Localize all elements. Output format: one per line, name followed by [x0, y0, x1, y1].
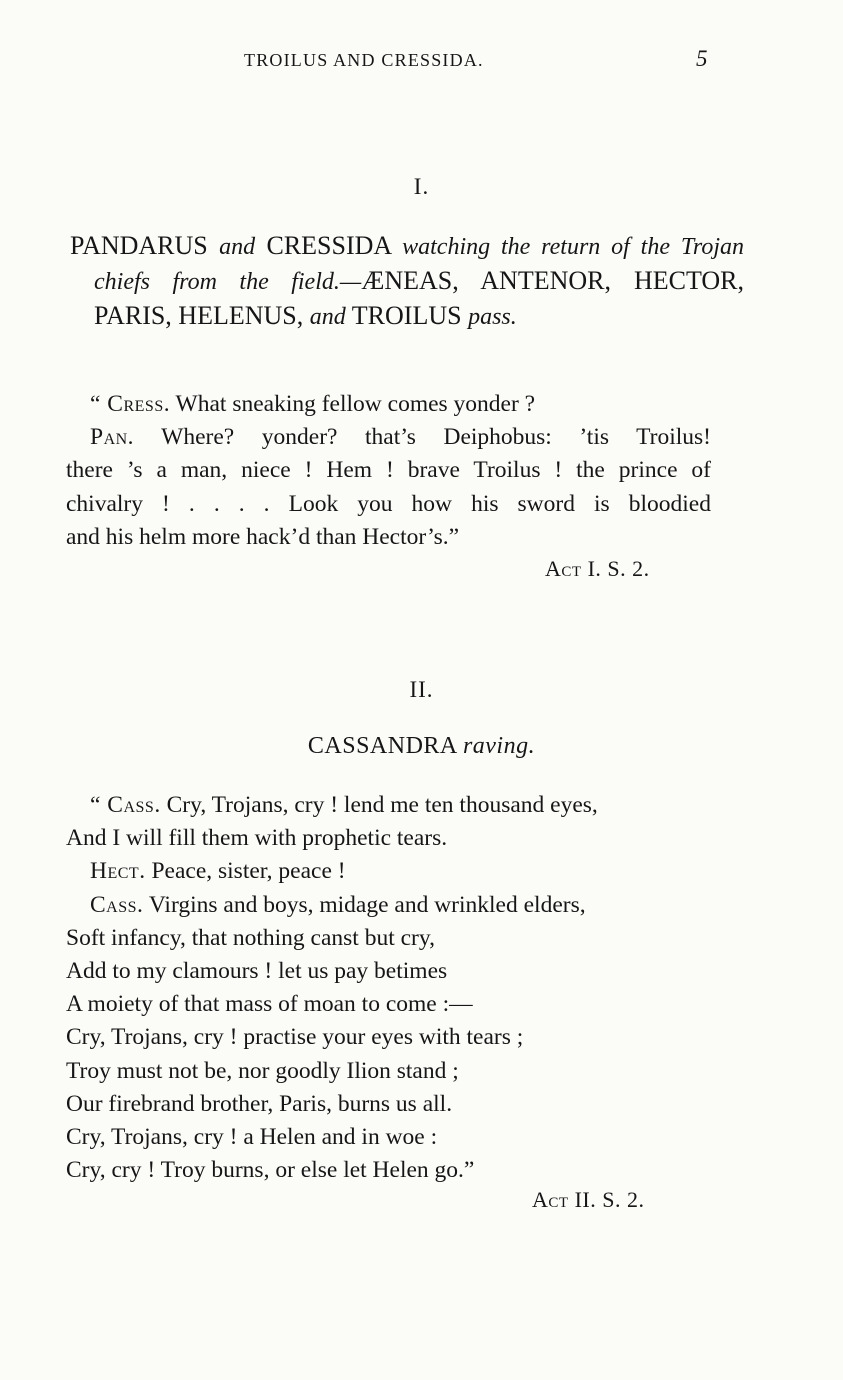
dialogue-line: “ Cass. Cry, Trojans, cry ! lend me ten thousand eyes, [90, 792, 598, 818]
section-heading-2: CASSANDRA raving. [307, 733, 536, 759]
speaker-name: Cass. [90, 891, 144, 918]
act-scene-citation-2: Act II. S. 2. [532, 1187, 645, 1212]
dialogue-line: Cry, Trojans, cry ! a Helen and in woe : [66, 1124, 438, 1151]
dialogue-line: Troy must not be, nor goodly Ilion stand ; [66, 1057, 459, 1084]
dialogue-line: Cry, cry ! Troy burns, or else let Helen go.” [66, 1157, 475, 1184]
dialogue-line: Cass. Virgins and boys, midage and wrinkled elders, [90, 891, 586, 918]
speaker-name: “ Cress. [90, 391, 171, 417]
section-numeral-1: I. [413, 174, 430, 199]
act-scene-citation-1: Act I. S. 2. [545, 556, 650, 581]
dialogue-line: A moiety of that mass of moan to come :— [66, 991, 473, 1018]
page-header [0, 42, 843, 82]
dialogue-quote-1 [66, 388, 711, 554]
dialogue-line: Cry, Trojans, cry ! practise your eyes with tears ; [66, 1024, 524, 1051]
dialogue-line: and his helm more hack’d than Hector’s.” [66, 523, 460, 550]
dialogue-line: Hect. Peace, sister, peace ! [90, 858, 346, 885]
section-numeral-2: II. [409, 677, 434, 702]
speaker-name: “ Cass. [90, 792, 161, 818]
running-title: TROILUS AND CRESSIDA. [244, 50, 484, 70]
dialogue-line: Pan. Where? yonder? that’s Deiphobus: ’tis Troilus! [90, 424, 711, 451]
speaker-name: Hect. [90, 858, 146, 885]
dialogue-line: there ’s a man, niece ! Hem ! brave Troilus ! the prince of [66, 457, 711, 484]
dialogue-line: Soft infancy, that nothing canst but cry, [66, 924, 435, 951]
dialogue-line: chivalry ! . . . . Look you how his sword is bloodied [66, 490, 711, 517]
dialogue-line: “ Cress. What sneaking fellow comes yonder ? [90, 391, 536, 417]
speaker-name: Pan. [90, 424, 135, 451]
section-heading-1: PANDARUS and CRESSIDA watching the return of the Trojan chiefs from the field.—ÆNEAS, ANTENOR, HECTOR, PARIS, HELENUS, and TROILUS pass. [70, 231, 744, 330]
dialogue-line: And I will fill them with prophetic tears. [66, 825, 448, 852]
page-number: 5 [696, 46, 708, 71]
dialogue-quote-2 [66, 789, 711, 1187]
dialogue-line: Our firebrand brother, Paris, burns us all. [66, 1090, 453, 1117]
dialogue-line: Add to my clamours ! let us pay betimes [66, 958, 448, 985]
